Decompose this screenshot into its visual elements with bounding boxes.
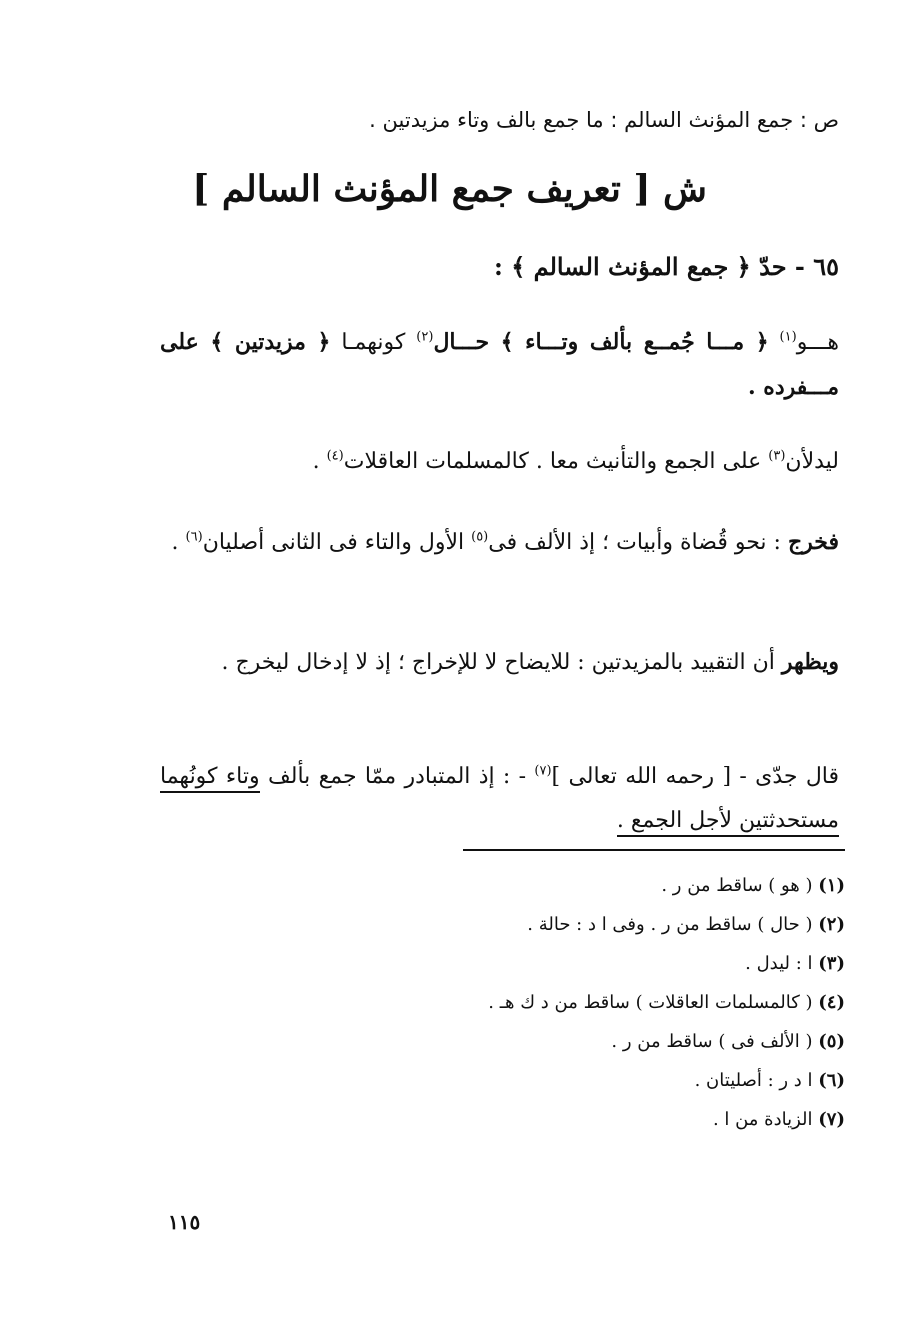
p1-text-a: هـــو [796, 330, 839, 355]
footnote-number: (١) [818, 875, 845, 896]
footnote-number: (٤) [818, 992, 845, 1013]
page-number: ١١٥ [168, 1210, 201, 1234]
footnote-text: ا د ر : أصليتان . [694, 1070, 813, 1091]
paragraph-purpose [160, 440, 839, 484]
paragraph-definition [160, 320, 839, 410]
p5-text-b: - : إذ المتبادر ممّا جمع بألف [267, 764, 527, 789]
footnote-item [245, 866, 845, 905]
footnote-text: ( هو ) ساقط من ر . [661, 875, 813, 896]
p4-lead: ويظهر [781, 649, 839, 675]
p1-text-c: كونهمـا [341, 330, 406, 355]
footnote-separator [463, 849, 845, 851]
footnote-number: (٧) [818, 1109, 845, 1130]
paragraph-exclusion [160, 520, 839, 565]
footnote-item [245, 905, 845, 944]
footnote-text: ( كالمسلمات العاقلات ) ساقط من د ك هـ . [488, 992, 813, 1013]
matn-text: ص : جمع المؤنث السالم : ما جمع بالف وتاء مزيدتين . [369, 108, 839, 132]
footnote-item [245, 1100, 845, 1139]
p2-text-c: . [312, 449, 320, 474]
footnote-item [245, 983, 845, 1022]
footnote-text: ( حال ) ساقط من ر . وفى ا د : حالة . [527, 914, 813, 935]
footnote-item [245, 1022, 845, 1061]
footnote-ref-4: (٤) [326, 448, 344, 464]
footnotes [245, 866, 845, 1139]
matn-line [160, 108, 839, 132]
p1-text-b: ﴿ مـــا جُمــع بألف وتـــاء ﴾ حـــال [433, 329, 769, 355]
p2-text-b: على الجمع والتأنيث معا . كالمسلمات العاقلات [343, 449, 762, 474]
p5-text-a: قال جدّى - [ رحمه الله تعالى ] [551, 764, 840, 789]
footnote-ref-6: (٦) [185, 529, 203, 545]
p1-text-d: ﴿ مزيدتين ﴾ على مـــفرده . [160, 329, 839, 400]
footnote-item [245, 1061, 845, 1100]
footnote-ref-5: (٥) [471, 529, 489, 545]
p5-text-c: وتاء كونُهما مستحدثتين لأجل الجمع . [160, 764, 839, 837]
footnote-ref-3: (٣) [768, 448, 786, 464]
definition-heading [160, 252, 839, 281]
footnote-item [245, 944, 845, 983]
footnote-number: (٢) [818, 914, 845, 935]
p3-text-c: . [171, 530, 179, 555]
heading-term: ﴿ جمع المؤنث السالم ﴾ [511, 252, 751, 281]
p3-text-a: : نحو قُضاة وأبيات ؛ إذ الألف فى [488, 530, 781, 555]
p4-text-a: أن التقييد بالمزيدتين : للايضاح لا للإخراج ؛ إذ لا إدخال ليخرج . [221, 650, 775, 675]
footnote-number: (٣) [818, 953, 845, 974]
footnote-text: ا : ليدل . [745, 953, 813, 974]
p3-text-b: الأول والتاء فى الثانى أصليان [202, 530, 465, 555]
paragraph-quote [160, 755, 839, 843]
footnote-number: (٦) [818, 1070, 845, 1091]
p2-text-a: ليدلأن [785, 449, 839, 474]
heading-number: ٦٥ - حدّ [759, 252, 839, 281]
p3-lead: فخرج [787, 529, 839, 555]
footnote-text: ( الألف فى ) ساقط من ر . [611, 1031, 813, 1052]
footnote-ref-1: (١) [779, 329, 797, 345]
footnote-ref-7: (٧) [534, 763, 552, 779]
footnote-ref-2: (٢) [416, 329, 434, 345]
paragraph-clarification [160, 640, 839, 685]
footnote-text: الزيادة من ا . [712, 1109, 813, 1130]
section-title: ش [ تعريف جمع المؤنث السالم ] [192, 168, 707, 210]
footnote-number: (٥) [818, 1031, 845, 1052]
heading-tail: : [494, 252, 503, 281]
